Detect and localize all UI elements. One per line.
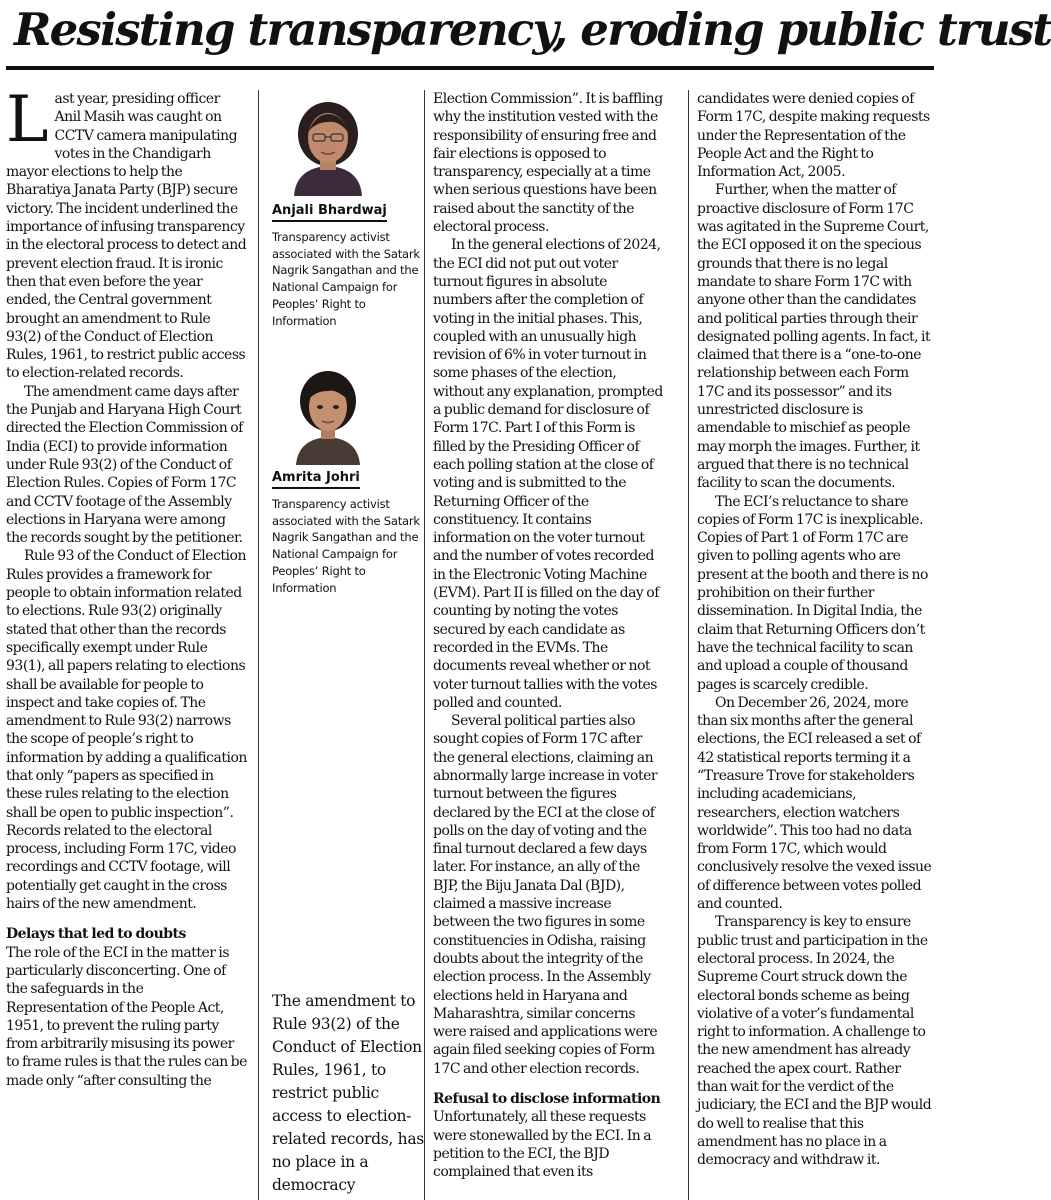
- article-column-3: [433, 90, 663, 1200]
- subheading-delays: Delays that led to doubts: [6, 926, 186, 943]
- paragraph: In the general elections of 2024, the ECI did not put out voter turnout figures in absolute numbers after the completion of voting in the initial phases. This, coupled with an unusually high revision of 6% in voter turnout in some phases of the election, without any explanation, prompted a public demand for disclosure of Form 17C. Part I of this Form is filled by the Presiding Officer of each polling station at the close of voting and is submitted to the Returning Officer of the constituency. It contains information on the voter turnout and the number of votes recorded in the Electronic Voting Machine (EVM). Part II is filled on the day of counting by noting the votes secured by each candidate as recorded in the EVMs. The documents reveal whether or not voter turnout tallies with the votes polled and counted.: [433, 237, 663, 711]
- paragraph: candidates were denied copies of Form 17C, despite making requests under the Representation of the People Act and the Right to Information Act, 2005.: [697, 91, 930, 181]
- paragraph: The ECI’s reluctance to share copies of Form 17C is inexplicable. Copies of Part 1 of Form 17C are given to polling agents who are present at the booth and there is no prohibition on their further dissemination. In Digital India, the claim that Returning Officers don’t have the technical facility to scan and upload a couple of thousand pages is scarcely credible.: [697, 493, 928, 693]
- author-photo-anjali-bhardwaj: [286, 96, 370, 196]
- column-divider: [258, 90, 259, 1200]
- paragraph: Further, when the matter of proactive disclosure of Form 17C was agitated in the Supreme Court, the ECI opposed it on the specious grounds that there is no legal mandate to share Form 17C with anyone other than the candidates and political parties through their designated polling agents. In fact, it claimed that there is a “one-to-one relationship between each Form 17C and its possessor” and its unrestricted disclosure is amendable to mischief as people may morph the images. Further, it argued that there is no technical facility to scan the documents.: [697, 182, 931, 492]
- paragraph: Unfortunately, all these requests were stonewalled by the ECI. In a petition to the ECI, the BJD complained that even its: [433, 1109, 652, 1181]
- column-divider: [424, 90, 425, 1200]
- subheading-refusal: Refusal to disclose information: [433, 1091, 661, 1108]
- paragraph: Election Commission”. It is baffling why the institution vested with the responsibility of ensuring free and fair elections is opposed to transparency, especially at a time when serious questions have been raised about the sanctity of the electoral process.: [433, 91, 663, 236]
- paragraph: The role of the ECI in the matter is particularly disconcerting. One of the safeguards in the Representation of the People Act, 1951, to prevent the ruling party from arbitrarily misusing its power to frame rules is that the rules can be made only “after consulting the: [6, 944, 247, 1089]
- paragraph: Transparency is key to ensure public trust and participation in the electoral process. In 2024, the Supreme Court struck down the electoral bonds scheme as being violative of a voter’s fundamental right to information. A challenge to the new amendment has already reached the apex court. Rather than wait for the verdict of the judiciary, the ECI and the BJP would do well to realise that this amendment has no place in a democracy and withdraw it.: [697, 914, 932, 1169]
- column-divider: [688, 90, 689, 1200]
- author-bio-2: Transparency activist associated with the Satark Nagrik Sangathan and the National Campaign for Peoples’ Right to Information: [272, 497, 420, 595]
- article-column-1: [6, 83, 248, 1200]
- paragraph: The amendment came days after the Punjab and Haryana High Court directed the Election Commission of India (ECI) to provide information under Rule 93(2) of the Conduct of Election Rules. Copies of Form 17C and CCTV footage of the Assembly elections in Haryana were among the records sought by the petitioner.: [6, 383, 243, 547]
- author-photo-amrita-johri: [286, 365, 370, 465]
- author-bio-1: Transparency activist associated with the Satark Nagrik Sangathan and the National Campaign for Peoples’ Right to Information: [272, 230, 420, 328]
- author-name-2: Amrita Johri: [272, 470, 422, 489]
- pull-quote: The amendment to Rule 93(2) of the Conduct of Election Rules, 1961, to restrict public access to election-related records, has no place in a democracy: [272, 992, 424, 1194]
- lead-paragraph: [6, 83, 248, 383]
- drop-cap: L: [6, 83, 49, 157]
- article-column-4: [697, 90, 933, 1200]
- headline-rule: [6, 66, 934, 70]
- author-name-1: Anjali Bhardwaj: [272, 203, 422, 222]
- lead-paragraph-text: ast year, presiding officer Anil Masih was caught on CCTV camera manipulating votes in the Chandigarh mayor elections to help the Bharatiya Janata Party (BJP) secure victory. The incident underlined the importance of infusing transparency in the electoral process to detect and prevent election fraud. It is ironic then that even before the year ended, the Central government brought an amendment to Rule 93(2) of the Conduct of Election Rules, 1961, to restrict public access to election-related records.: [6, 91, 247, 382]
- paragraph: On December 26, 2024, more than six months after the general elections, the ECI released a set of 42 statistical reports terming it a “Treasure Trove for stakeholders including academicians, researchers, election watchers worldwide”. This too had no data from Form 17C, which would conclusively resolve the vexed issue of difference between votes polled and counted.: [697, 694, 932, 913]
- paragraph: Several political parties also sought copies of Form 17C after the general elections, claiming an abnormally large increase in voter turnout between the figures declared by the ECI at the close of polls on the day of voting and the final turnout declared a few days later. For instance, an ally of the BJP, the Biju Janata Dal (BJD), claimed a massive increase between the two figures in some constituencies in Odisha, raising doubts about the integrity of the election process. In the Assembly elections held in Haryana and Maharashtra, similar concerns were raised and applications were again filed seeking copies of Form 17C and other election records.: [433, 713, 658, 1077]
- paragraph: Rule 93 of the Conduct of Election Rules provides a framework for people to obtain information related to elections. Rule 93(2) originally stated that other than the records specifically exempt under Rule 93(1), all papers relating to elections shall be available for people to inspect and take copies of. The amendment to Rule 93(2) narrows the scope of people’s right to information by adding a qualification that only “papers as specified in these rules relating to the election shall be open to public inspection”. Records related to the electoral process, including Form 17C, video recordings and CCTV footage, will potentially get caught in the cross hairs of the new amendment.: [6, 548, 247, 913]
- headline: Resisting transparency, eroding public trust: [14, 3, 1051, 56]
